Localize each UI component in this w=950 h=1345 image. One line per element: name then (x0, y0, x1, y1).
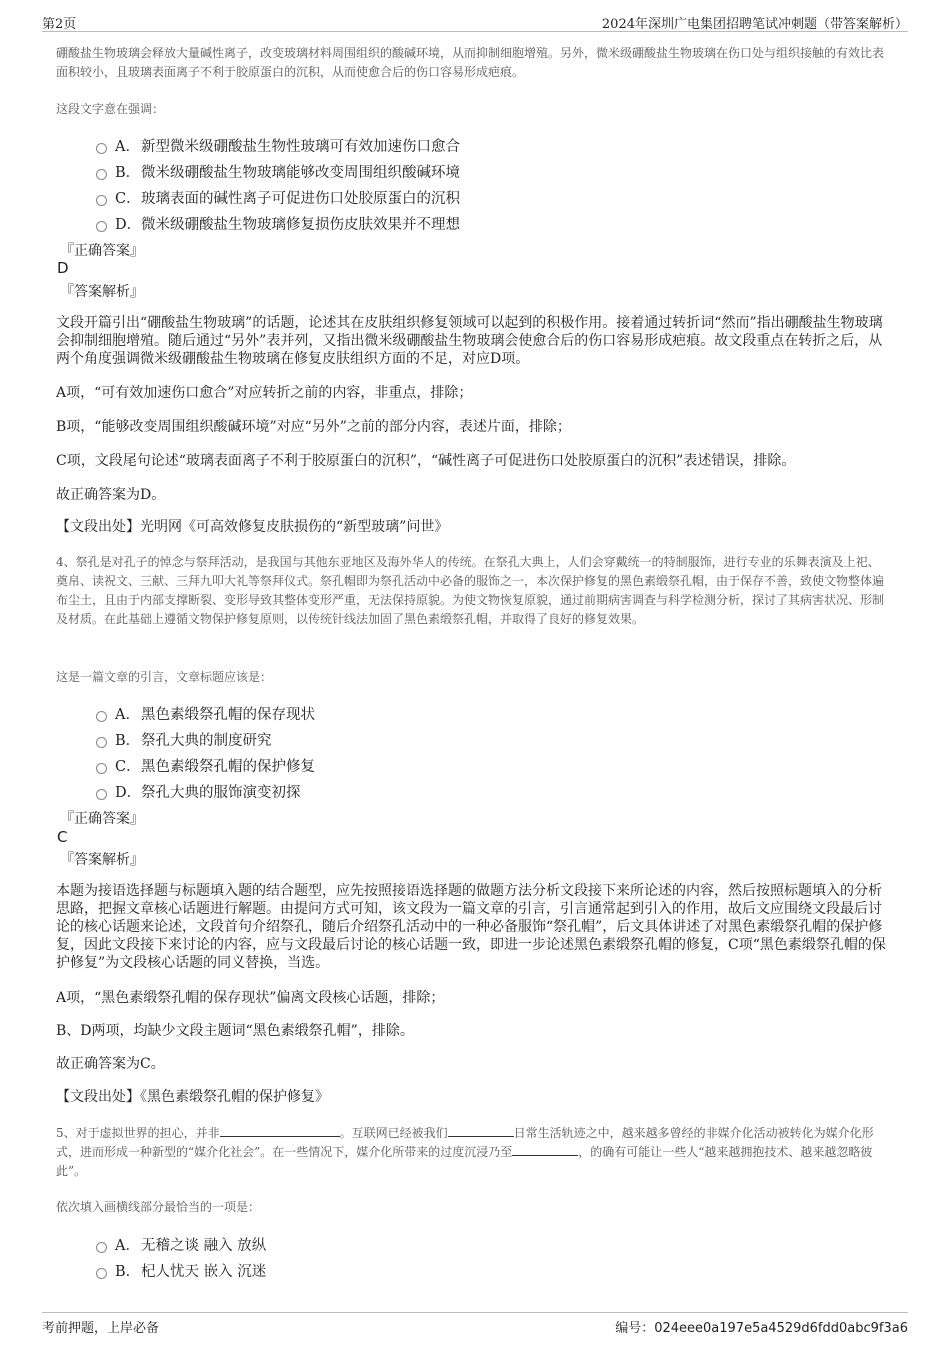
radio-icon[interactable] (96, 169, 107, 180)
page-footer (42, 1312, 908, 1339)
blank-1 (220, 1124, 340, 1137)
q4-analysis-bd: B、D两项，均缺少文段主题词“黑色素缎祭孔帽”，排除。 (56, 1023, 414, 1039)
q3-analysis-main: 文段开篇引出“硼酸盐生物玻璃”的话题，论述其在皮肤组织修复领域可以起到的积极作用。接着通过转折词“然而”指出硼酸盐生物玻璃会抑制细胞增殖。随后通过“另外”表并列，又指出微米级硼酸盐生物玻璃会使愈合后的伤口容易形成疤痕。故文段重点在转折之后，从两个角度强调微米级硼酸盐生物玻璃在修复皮肤组织方面的不足，对应D项。 (56, 315, 883, 367)
q3-answer-label: 『正确答案』 (60, 243, 144, 259)
blank-2 (448, 1124, 514, 1137)
q4-option-d[interactable]: D．祭孔大典的服饰演变初探 (96, 781, 301, 802)
radio-icon[interactable] (96, 711, 107, 722)
q5-option-b[interactable]: B．杞人忧天 嵌入 沉迷 (96, 1260, 266, 1281)
q5-prompt: 依次填入画横线部分最恰当的一项是： (56, 1200, 261, 1214)
q4-analysis-main: 本题为接语选择题与标题填入题的结合题型，应先按照接语选择题的做题方法分析文段接下来所论述的内容，然后按照标题填入的分析思路，把握文章核心话题进行解题。由提问方式可知，该文段为一篇文章的引言，引言通常起到引入的作用，故后文应围绕文段最后讨论的核心话题来论述，文段首句介绍祭孔，随后介绍祭孔活动中的一种必备服饰“祭孔帽”，后文具体讲述了对黑色素缎祭孔帽的保护修复，因此文段接下来讨论的内容，应与文段最后讨论的核心话题一致，即进一步论述黑色素缎祭孔帽的修复，C项“黑色素缎祭孔帽的保护修复”为文段核心话题的同义替换，当选。 (56, 883, 886, 971)
document-title: 2024年深圳广电集团招聘笔试冲刺题（带答案解析） (601, 17, 908, 32)
q4-analysis-a: A项，“黑色素缎祭孔帽的保存现状”偏离文段核心话题，排除； (56, 990, 445, 1006)
radio-icon[interactable] (96, 1268, 107, 1279)
q4-source: 【文段出处】《黑色素缎祭孔帽的保护修复》 (56, 1089, 329, 1105)
document-code: 编号：024eee0a197e5a4529d6fdd0abc9f3a6 (615, 1321, 908, 1336)
radio-icon[interactable] (96, 763, 107, 774)
q3-passage: 硼酸盐生物玻璃会释放大量碱性离子，改变玻璃材料周围组织的酸碱环境，从而抑制细胞增殖。另外，微米级硼酸盐生物玻璃在伤口处与组织接触的有效比表面积较小，且玻璃表面离子不利于胶原蛋白的沉积，从而使愈合后的伤口容易形成疤痕。 (56, 46, 885, 79)
radio-icon[interactable] (96, 143, 107, 154)
q5-option-a[interactable]: A．无稽之谈 融入 放纵 (96, 1234, 266, 1255)
q3-option-b[interactable]: B．微米级硼酸盐生物玻璃能够改变周围组织酸碱环境 (96, 161, 460, 182)
q3-prompt: 这段文字意在强调： (56, 102, 165, 116)
q4-option-b[interactable]: B．祭孔大典的制度研究 (96, 729, 272, 750)
radio-icon[interactable] (96, 789, 107, 800)
radio-icon[interactable] (96, 1242, 107, 1253)
footer-slogan: 考前押题，上岸必备 (42, 1321, 160, 1336)
q3-analysis-b: B项，“能够改变周围组织酸碱环境”对应“另外”之前的部分内容，表述片面，排除； (56, 419, 571, 435)
q3-option-d[interactable]: D．微米级硼酸盐生物玻璃修复损伤皮肤效果并不理想 (96, 213, 460, 234)
q4-prompt: 这是一篇文章的引言，文章标题应该是： (56, 670, 273, 684)
q3-analysis-label: 『答案解析』 (60, 284, 144, 300)
q3-analysis-a: A项，“可有效加速伤口愈合”对应转折之前的内容，非重点，排除； (56, 385, 473, 401)
q3-source: 【文段出处】光明网《可高效修复皮肤损伤的“新型玻璃”问世》 (56, 519, 449, 535)
q4-option-a[interactable]: A．黑色素缎祭孔帽的保存现状 (96, 703, 315, 724)
radio-icon[interactable] (96, 737, 107, 748)
q4-option-c[interactable]: C．黑色素缎祭孔帽的保护修复 (96, 755, 315, 776)
q4-passage: 4、祭孔是对孔子的悼念与祭拜活动，是我国与其他东亚地区及海外华人的传统。在祭孔大典上，人们会穿戴统一的特制服饰，进行专业的乐舞表演及上祀、奠帛、读祝文、三献、三拜九叩大礼等祭拜仪式。祭孔帽即为祭孔活动中必备的服饰之一，本次保护修复的黑色素缎祭孔帽，由于保存不善，致使文物整体遍布尘土，且由于内部支撑断裂、变形导致其整体变形严重，无法保持原貌。为使文物恢复原貌，通过前期病害调查与科学检测分析，探讨了其病害状况、形制及材质。在此基础上遵循文物保护修复原则，以传统针线法加固了黑色素缎祭孔帽，并取得了良好的修复效果。 (56, 555, 885, 626)
q3-conclusion: 故正确答案为D。 (56, 487, 166, 503)
q5-passage: 5、对于虚拟世界的担心，并非 。互联网已经被我们 日常生活轨迹之中，越来越多曾经的非媒介化活动被转化为媒介化形式，进而形成一种新型的“媒介化社会”。在一些情况下，媒介化所带来的过度沉浸乃至 ，的确有可能让一些人“越来越拥抱技术、越来越忽略彼此”。 (56, 1126, 874, 1178)
q4-answer: C (57, 828, 68, 846)
q3-option-a[interactable]: A．新型微米级硼酸盐生物性玻璃可有效加速伤口愈合 (96, 135, 460, 156)
q3-analysis-c: C项，文段尾句论述“玻璃表面离子不利于胶原蛋白的沉积”，“碱性离子可促进伤口处胶原蛋白的沉积”表述错误，排除。 (56, 453, 796, 469)
q4-answer-label: 『正确答案』 (60, 811, 144, 827)
q4-conclusion: 故正确答案为C。 (56, 1056, 165, 1072)
q3-option-c[interactable]: C．玻璃表面的碱性离子可促进伤口处胶原蛋白的沉积 (96, 187, 460, 208)
page-header (42, 11, 908, 32)
page-number: 第2页 (42, 17, 77, 32)
radio-icon[interactable] (96, 195, 107, 206)
radio-icon[interactable] (96, 221, 107, 232)
q3-answer: D (57, 259, 69, 277)
q4-analysis-label: 『答案解析』 (60, 852, 144, 868)
blank-3 (512, 1143, 578, 1156)
